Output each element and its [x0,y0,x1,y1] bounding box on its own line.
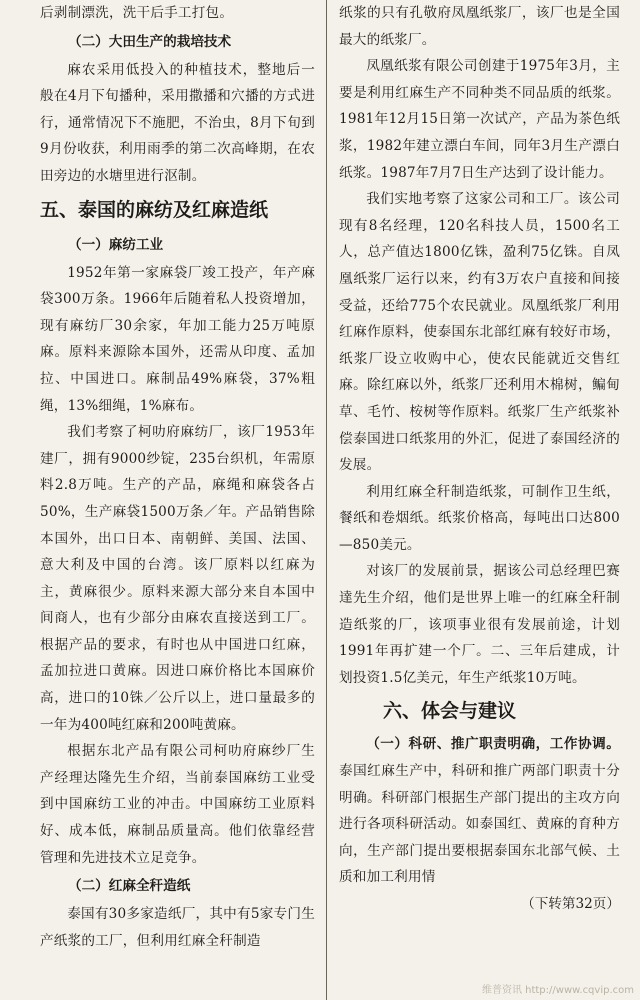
paragraph-research-extension [339,731,620,891]
paragraph-cultivation: 麻农采用低投入的种植技术，整地后一般在4月下旬播种，采用撒播和穴播的方式进行，通常情况下不施肥，不治虫，8月下旬到9月份收获，利用雨季的第二次高峰期，在农田旁边的水塘里进行沤制。 [40,61,315,184]
subheading-jute-industry: （一）麻纺工业 [68,236,164,253]
subheading-field-cultivation: （二）大田生产的栽培技术 [68,33,232,50]
section-heading-5: 五、泰国的麻纺及红麻造纸 [40,198,269,221]
paragraph-manager: 根据东北产品有限公司柯叻府麻纱厂生产经理达隆先生介绍，当前泰国麻纺工业受到中国麻纺工业的冲击。中国麻纺工业原料好、成本低，麻制品质量高。他们依靠经营管理和先进技术立足竞争。 [40,743,315,866]
column-divider [326,0,327,1000]
left-column [40,0,315,1000]
paragraph-1952: 1952年第一家麻袋厂竣工投产，年产麻袋300万条。1966年后随着私人投资增加，现有麻纺厂30余家，年加工能力25万吨原麻。原料来源除本国外，还需从印度、孟加拉、中国进口。麻制品49%麻袋，37%粗绳，13%细绳，1%麻布。 [40,264,315,414]
paragraph-products: 利用红麻全秆制造纸浆，可制作卫生纸，餐纸和卷烟纸。纸浆价格高，每吨出口达800—850美元。 [339,483,620,553]
subheading-kenaf-paper: （二）红麻全秆造纸 [68,878,191,895]
paragraph-company-visit: 我们实地考察了这家公司和工厂。该公司现有8名经理，120名科技人员，1500名工人，总产值达1800亿铢，盈利75亿铢。自凤凰纸浆厂运行以来，约有3万农户直接和间接受益，还给775个农民就业。凤凰纸浆厂利用红麻作原料，使泰国东北部红麻有较好市场，纸浆厂设立收购中心，使农民能就近交售红麻。除红麻以外，纸浆厂还利用木棉树，鳊甸草、毛竹、桉树等作原料。纸浆厂生产纸浆补偿泰国进口纸浆用的外汇，促进了泰国经济的发展。 [339,191,620,474]
paragraph-top: 后剥制漂洗，洗干后手工打包。 [40,5,234,21]
paragraph-continued: 纸浆的只有孔敬府凤凰纸浆厂，该厂也是全国最大的纸浆厂。 [339,5,620,48]
right-column [339,0,620,1000]
bold-lead-text: （一）科研、推广职责明确，工作协调。 [366,736,620,753]
continued-note: （下转第32页） [521,896,620,912]
paragraph-prospect: 对该厂的发展前景，据该公司总经理巴赛達先生介绍，他们是世界上唯一的红麻全秆制造纸浆的厂，该项事业很有发展前途，计划1991年再扩建一个厂。二、三年后建成，计划投资1.5亿美元，年生产纸浆10万吨。 [339,563,620,686]
lead-rest-text: 泰国红麻生产中，科研和推广两部门职责十分明确。科研部门根据生产部门提出的主攻方向进行各项科研活动。如泰国红、黄麻的育种方向，生产部门提出要根据泰国东北部气候、土质和加工利用情 [339,763,620,886]
section-heading-6: 六、体会与建议 [383,700,517,723]
paragraph-mill-visit: 我们考察了柯叻府麻纺厂，该厂1953年建厂，拥有9000纱锭，235台织机，年需原料2.8万吨。生产的产品，麻绳和麻袋各占50%，生产麻袋1500万条／年。产品销售除本国外，出口日本、南朝鲜、美国、法国、意大利及中国的台湾。该厂原料以红麻为主，黄麻很少。原料来源大部分来自本国中间商人，也有少部分由麻农直接送到工厂。根据产品的要求，有时也从中国进口红麻，孟加拉进口黄麻。因进口麻价格比本国麻价高，进口的10铢／公斤以上，进口量最多的一年为400吨红麻和200吨黄麻。 [40,424,315,733]
watermark: 维普资讯 http://www.cqvip.com [481,985,634,996]
paragraph-paper-mills: 泰国有30多家造纸厂，其中有5家专门生产纸浆的工厂，但利用红麻全秆制造 [40,906,315,949]
paragraph-phoenix-company: 凤凰纸浆有限公司创建于1975年3月，主要是利用红麻生产不同种类不同品质的纸浆。1981年12月15日第一次试产，产品为茶色纸浆，1982年建立漂白车间，同年3月生产漂白纸浆。1987年7月7日生产达到了设计能力。 [339,58,620,181]
